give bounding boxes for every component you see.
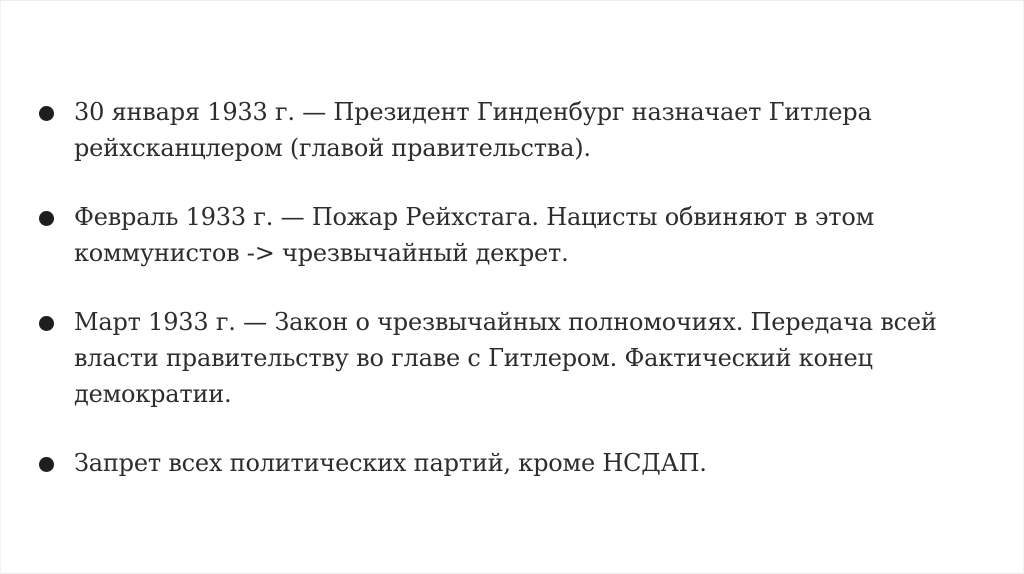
bullet-dot-icon	[39, 316, 54, 331]
bullet-text: Март 1933 г. — Закон о чрезвычайных полномочиях. Передача всей власти правительству во главе с Гитлером. Фактический конец демократии.	[74, 308, 937, 408]
bullet-text: 30 января 1933 г. — Президент Гинденбург назначает Гитлера рейхсканцлером (главой правительства).	[74, 98, 872, 162]
list-item	[29, 304, 989, 412]
bullet-text: Запрет всех политических партий, кроме НСДАП.	[74, 449, 707, 477]
bullet-dot-icon	[39, 211, 54, 226]
list-item	[29, 199, 989, 271]
bullet-dot-icon	[39, 106, 54, 121]
bullet-list	[29, 94, 989, 514]
list-item	[29, 94, 989, 166]
bullet-dot-icon	[39, 457, 54, 472]
bullet-text: Февраль 1933 г. — Пожар Рейхстага. Нацисты обвиняют в этом коммунистов -> чрезвычайный декрет.	[74, 203, 875, 267]
list-item	[29, 445, 989, 481]
